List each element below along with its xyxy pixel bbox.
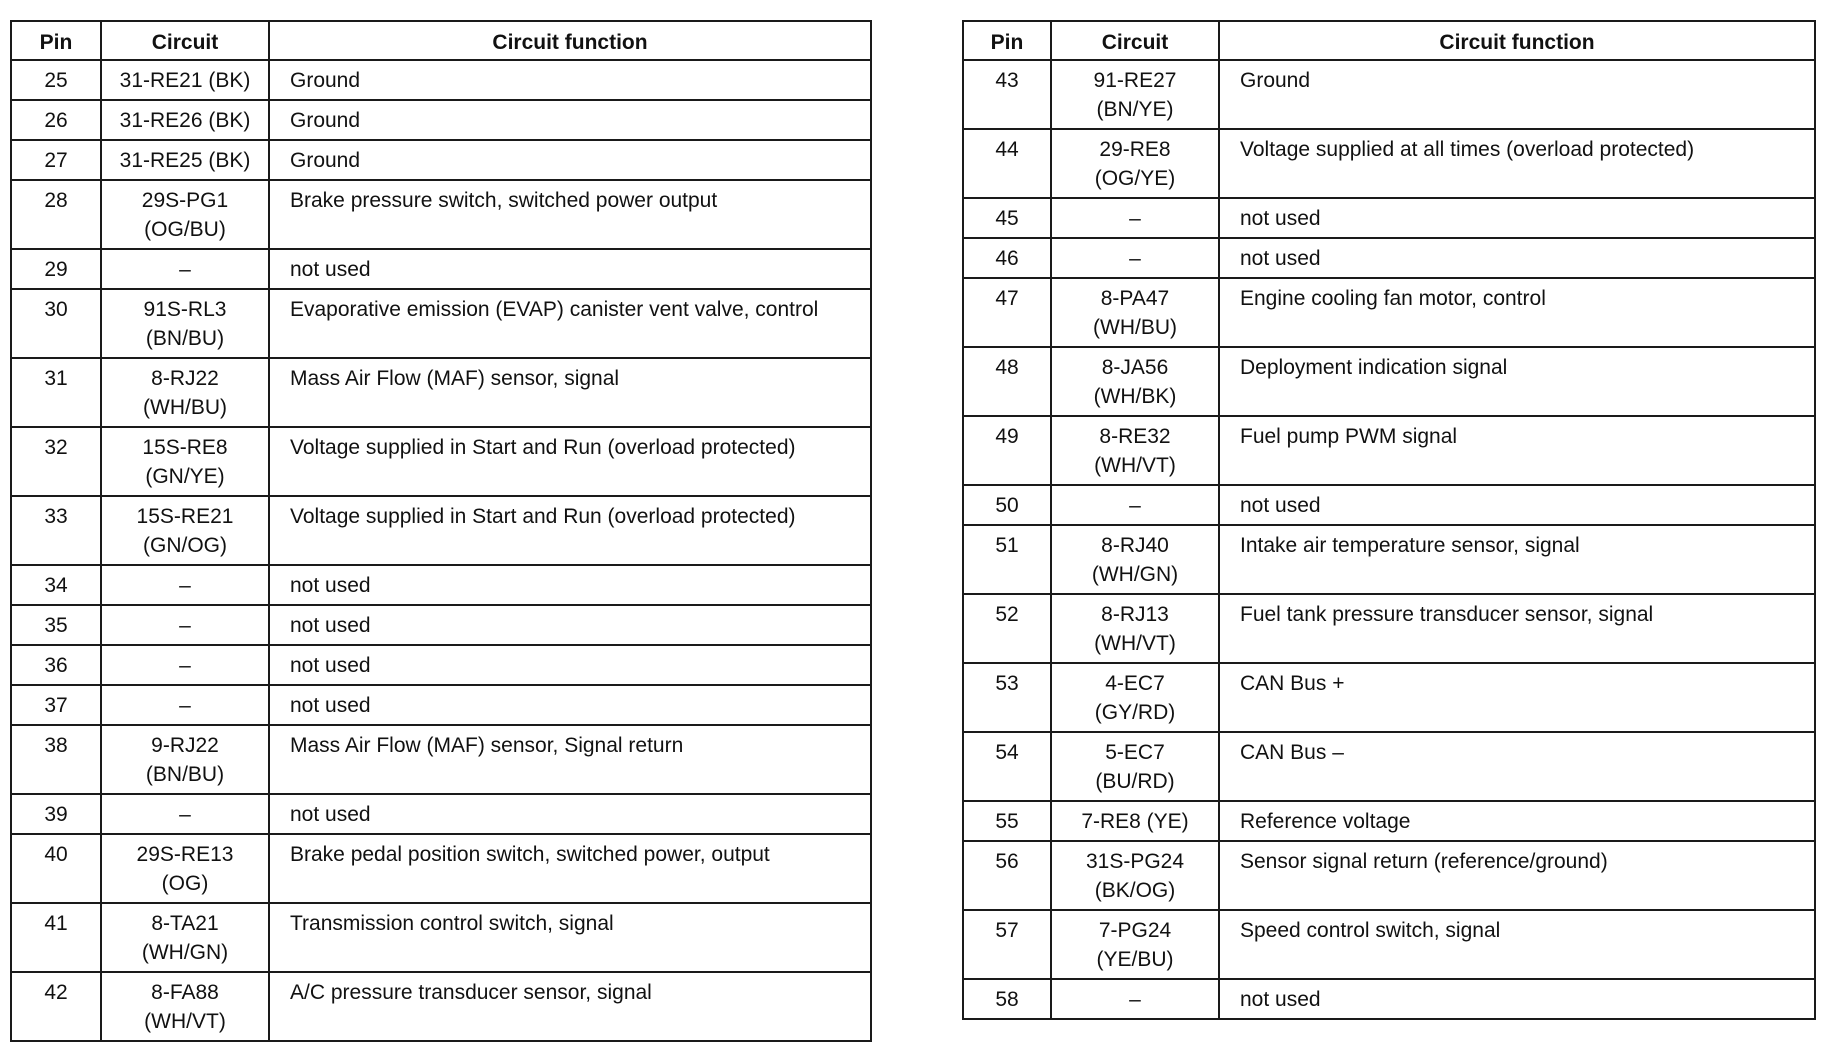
circuit-line: 9-RJ22 (151, 734, 219, 757)
pin-cell: 40 (11, 834, 101, 903)
pin-cell: 43 (963, 60, 1051, 129)
circuit-cell (101, 834, 269, 903)
table-row (963, 594, 1815, 663)
circuit-line: 31-RE21 (BK) (119, 69, 251, 92)
pin-cell: 29 (11, 249, 101, 289)
circuit-line: – (179, 258, 191, 281)
function-cell: Reference voltage (1219, 801, 1815, 841)
function-cell: Fuel tank pressure transducer sensor, signal (1219, 594, 1815, 663)
function-cell: not used (1219, 198, 1815, 238)
pin-cell: 51 (963, 525, 1051, 594)
table-row (963, 979, 1815, 1019)
circuit-line: 31-RE26 (BK) (119, 109, 251, 132)
function-cell: not used (1219, 485, 1815, 525)
function-cell: not used (269, 565, 871, 605)
function-cell: Intake air temperature sensor, signal (1219, 525, 1815, 594)
circuit-line: (YE/BU) (1096, 948, 1174, 971)
pin-cell: 38 (11, 725, 101, 794)
circuit-cell (101, 565, 269, 605)
circuit-cell (1051, 594, 1219, 663)
header-pin: Pin (963, 21, 1051, 60)
function-cell: Brake pedal position switch, switched power, output (269, 834, 871, 903)
header-circuit: Circuit (1051, 21, 1219, 60)
circuit-line: 7-PG24 (1098, 919, 1172, 942)
table-row (11, 725, 871, 794)
circuit-line: 4-EC7 (1105, 672, 1165, 695)
table-row (963, 198, 1815, 238)
table-row (11, 605, 871, 645)
circuit-line: – (1129, 494, 1141, 517)
pin-cell: 27 (11, 140, 101, 180)
circuit-line: (WH/BK) (1093, 385, 1177, 408)
circuit-line: (WH/GN) (1091, 563, 1179, 586)
header-circuit-function: Circuit function (1219, 21, 1815, 60)
table-row (11, 358, 871, 427)
table-row (11, 565, 871, 605)
circuit-cell (101, 180, 269, 249)
circuit-cell (101, 60, 269, 100)
table-row (963, 238, 1815, 278)
pin-cell: 49 (963, 416, 1051, 485)
table-row (963, 278, 1815, 347)
function-cell: Brake pressure switch, switched power output (269, 180, 871, 249)
circuit-line: – (179, 574, 191, 597)
function-cell: Ground (269, 140, 871, 180)
pin-cell: 35 (11, 605, 101, 645)
table-row (11, 427, 871, 496)
circuit-line: (BK/OG) (1094, 879, 1176, 902)
pin-cell: 33 (11, 496, 101, 565)
table-row (11, 289, 871, 358)
circuit-cell (1051, 60, 1219, 129)
circuit-line: 31-RE25 (BK) (119, 149, 251, 172)
table-body-left (11, 60, 871, 1041)
circuit-line: 91-RE27 (1093, 69, 1177, 92)
circuit-line: 8-JA56 (1101, 356, 1169, 379)
table-row (963, 801, 1815, 841)
circuit-line: – (1129, 207, 1141, 230)
pin-cell: 30 (11, 289, 101, 358)
circuit-cell (101, 685, 269, 725)
circuit-line: (BN/YE) (1096, 98, 1174, 121)
circuit-cell (1051, 416, 1219, 485)
circuit-line: 8-RJ22 (151, 367, 219, 390)
circuit-line: 29S-PG1 (141, 189, 229, 212)
circuit-line: 8-FA88 (151, 981, 219, 1004)
circuit-line: – (179, 654, 191, 677)
pin-cell: 41 (11, 903, 101, 972)
circuit-cell (1051, 801, 1219, 841)
circuit-line: (GN/YE) (145, 465, 225, 488)
function-cell: not used (1219, 238, 1815, 278)
pin-cell: 32 (11, 427, 101, 496)
function-cell: Speed control switch, signal (1219, 910, 1815, 979)
table-header-row (11, 21, 871, 60)
function-cell: Voltage supplied in Start and Run (overload protected) (269, 427, 871, 496)
table-row (963, 485, 1815, 525)
function-cell: A/C pressure transducer sensor, signal (269, 972, 871, 1041)
table-row (963, 910, 1815, 979)
circuit-line: 8-TA21 (151, 912, 219, 935)
circuit-cell (101, 972, 269, 1041)
circuit-cell (101, 249, 269, 289)
pin-table-left (10, 20, 872, 1042)
circuit-cell (1051, 347, 1219, 416)
table-row (11, 685, 871, 725)
circuit-line: 7-RE8 (YE) (1081, 810, 1189, 833)
function-cell: not used (269, 249, 871, 289)
function-cell: Deployment indication signal (1219, 347, 1815, 416)
circuit-cell (1051, 663, 1219, 732)
circuit-line: 8-PA47 (1100, 287, 1170, 310)
circuit-cell (1051, 198, 1219, 238)
circuit-cell (1051, 129, 1219, 198)
pin-cell: 39 (11, 794, 101, 834)
function-cell: CAN Bus – (1219, 732, 1815, 801)
table-header-row (963, 21, 1815, 60)
table-row (963, 347, 1815, 416)
table-row (11, 180, 871, 249)
circuit-line: 15S-RE21 (136, 505, 234, 528)
table-row (11, 100, 871, 140)
function-cell: Voltage supplied in Start and Run (overload protected) (269, 496, 871, 565)
circuit-line: 31S-PG24 (1085, 850, 1185, 873)
circuit-line: (WH/GN) (141, 941, 229, 964)
table-row (963, 416, 1815, 485)
circuit-cell (101, 496, 269, 565)
circuit-cell (1051, 841, 1219, 910)
function-cell: Evaporative emission (EVAP) canister vent valve, control (269, 289, 871, 358)
pin-cell: 47 (963, 278, 1051, 347)
table-row (11, 60, 871, 100)
function-cell: Mass Air Flow (MAF) sensor, Signal return (269, 725, 871, 794)
pin-cell: 55 (963, 801, 1051, 841)
function-cell: CAN Bus + (1219, 663, 1815, 732)
circuit-cell (101, 427, 269, 496)
function-cell: Transmission control switch, signal (269, 903, 871, 972)
circuit-cell (1051, 278, 1219, 347)
circuit-cell (101, 289, 269, 358)
table-row (963, 732, 1815, 801)
pin-cell: 56 (963, 841, 1051, 910)
circuit-line: (WH/BU) (143, 396, 227, 419)
pin-cell: 53 (963, 663, 1051, 732)
circuit-cell (1051, 732, 1219, 801)
table-row (11, 794, 871, 834)
pin-cell: 37 (11, 685, 101, 725)
circuit-line: (BN/BU) (145, 327, 225, 350)
circuit-line: – (179, 614, 191, 637)
function-cell: Fuel pump PWM signal (1219, 416, 1815, 485)
table-row (963, 129, 1815, 198)
table-row (11, 972, 871, 1041)
table-row (963, 525, 1815, 594)
circuit-line: (OG) (161, 872, 209, 895)
function-cell: Ground (269, 60, 871, 100)
function-cell: not used (269, 645, 871, 685)
circuit-line: 8-RJ40 (1101, 534, 1169, 557)
pin-cell: 45 (963, 198, 1051, 238)
circuit-line: (BN/BU) (145, 763, 225, 786)
pin-cell: 46 (963, 238, 1051, 278)
pin-cell: 26 (11, 100, 101, 140)
pin-cell: 48 (963, 347, 1051, 416)
circuit-cell (101, 903, 269, 972)
pin-cell: 36 (11, 645, 101, 685)
function-cell: not used (269, 605, 871, 645)
circuit-cell (101, 358, 269, 427)
pin-cell: 34 (11, 565, 101, 605)
table-row (11, 645, 871, 685)
table-row (963, 841, 1815, 910)
circuit-line: (WH/VT) (1094, 454, 1176, 477)
circuit-cell (101, 140, 269, 180)
pin-cell: 28 (11, 180, 101, 249)
function-cell: Voltage supplied at all times (overload protected) (1219, 129, 1815, 198)
table-row (963, 60, 1815, 129)
circuit-line: (GY/RD) (1094, 701, 1176, 724)
table-row (11, 140, 871, 180)
table-row (11, 496, 871, 565)
circuit-line: (WH/BU) (1093, 316, 1177, 339)
function-cell: Sensor signal return (reference/ground) (1219, 841, 1815, 910)
circuit-cell (101, 725, 269, 794)
table-row (11, 903, 871, 972)
pin-cell: 58 (963, 979, 1051, 1019)
function-cell: not used (1219, 979, 1815, 1019)
circuit-line: 8-RJ13 (1101, 603, 1169, 626)
table-row (11, 249, 871, 289)
circuit-cell (101, 605, 269, 645)
header-circuit-function: Circuit function (269, 21, 871, 60)
circuit-line: – (1129, 988, 1141, 1011)
circuit-line: – (179, 803, 191, 826)
function-cell: Ground (269, 100, 871, 140)
circuit-line: (OG/BU) (144, 218, 226, 241)
table-row (963, 663, 1815, 732)
pin-cell: 44 (963, 129, 1051, 198)
header-circuit: Circuit (101, 21, 269, 60)
circuit-cell (1051, 979, 1219, 1019)
circuit-line: (WH/VT) (144, 1010, 226, 1033)
table-body-right (963, 60, 1815, 1019)
circuit-line: 15S-RE8 (142, 436, 228, 459)
pin-cell: 50 (963, 485, 1051, 525)
circuit-cell (1051, 485, 1219, 525)
circuit-line: (OG/YE) (1094, 167, 1176, 190)
circuit-cell (101, 645, 269, 685)
pin-table-right (962, 20, 1816, 1020)
pin-cell: 42 (11, 972, 101, 1041)
circuit-cell (101, 794, 269, 834)
pin-cell: 31 (11, 358, 101, 427)
table-row (11, 834, 871, 903)
header-pin: Pin (11, 21, 101, 60)
function-cell: Mass Air Flow (MAF) sensor, signal (269, 358, 871, 427)
circuit-cell (1051, 238, 1219, 278)
circuit-line: (WH/VT) (1094, 632, 1176, 655)
circuit-cell (1051, 525, 1219, 594)
circuit-line: – (179, 694, 191, 717)
circuit-cell (101, 100, 269, 140)
function-cell: Ground (1219, 60, 1815, 129)
pin-cell: 25 (11, 60, 101, 100)
function-cell: Engine cooling fan motor, control (1219, 278, 1815, 347)
circuit-line: 29S-RE13 (136, 843, 234, 866)
function-cell: not used (269, 794, 871, 834)
circuit-cell (1051, 910, 1219, 979)
pin-cell: 54 (963, 732, 1051, 801)
circuit-line: 91S-RL3 (143, 298, 227, 321)
circuit-line: 8-RE32 (1099, 425, 1171, 448)
pin-cell: 57 (963, 910, 1051, 979)
circuit-line: 29-RE8 (1099, 138, 1171, 161)
circuit-line: (GN/OG) (143, 534, 227, 557)
circuit-line: – (1129, 247, 1141, 270)
function-cell: not used (269, 685, 871, 725)
circuit-line: (BU/RD) (1095, 770, 1175, 793)
pin-cell: 52 (963, 594, 1051, 663)
circuit-line: 5-EC7 (1105, 741, 1165, 764)
